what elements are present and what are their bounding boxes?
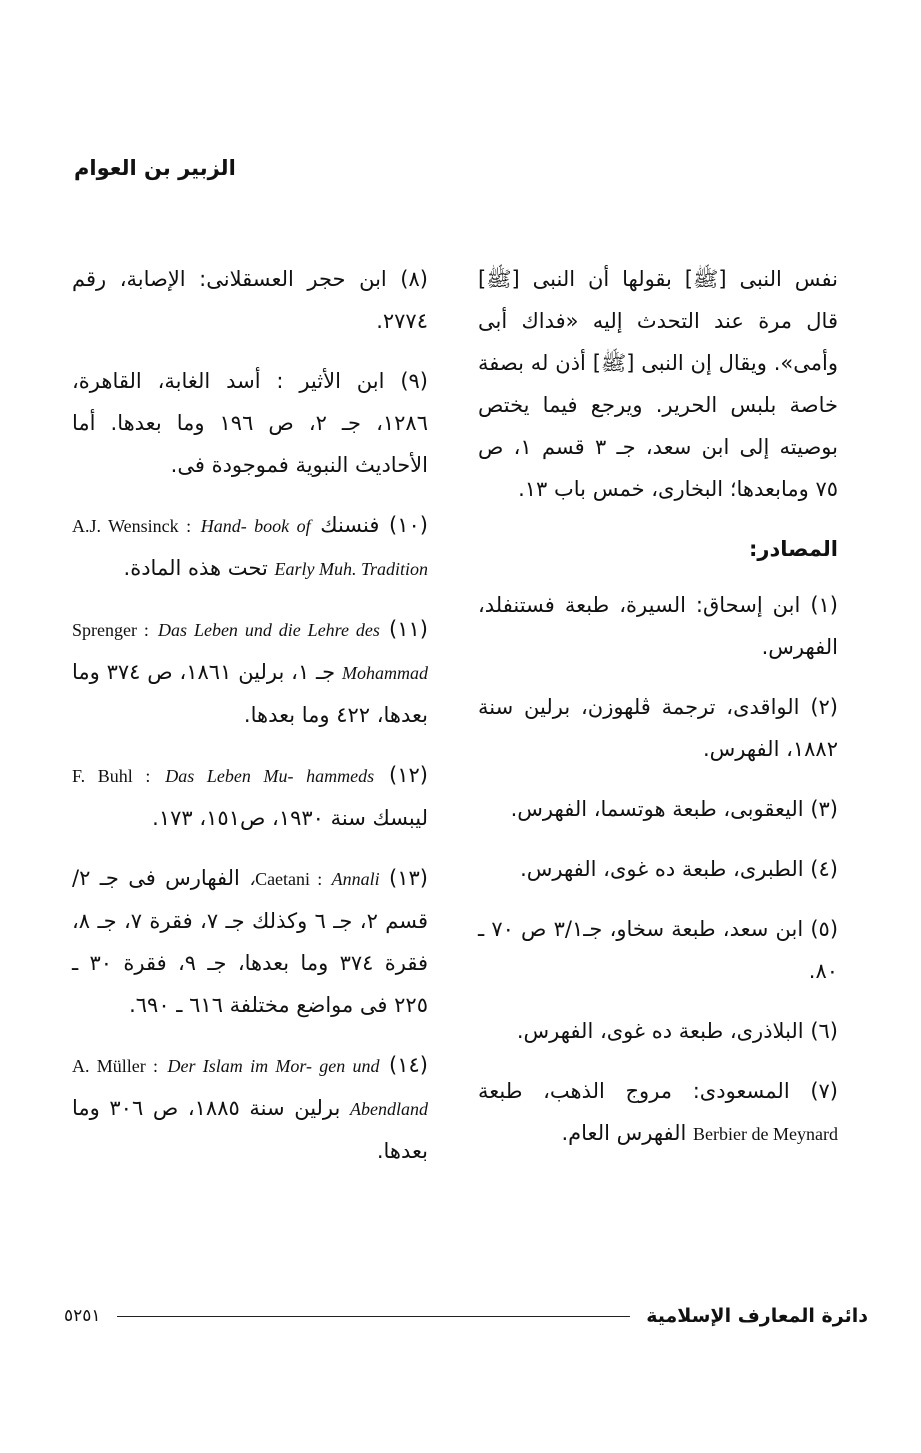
source-14-title: Der Islam im Mor- gen und Abendland xyxy=(167,1056,428,1119)
source-13-arabic-end: الفهارس فى جـ ٢/ قسم ٢، جـ ٦ وكذلك جـ ٧، فقرة ٧، جـ ٨، فقرة ٣٧٤ وما بعدها، جـ ٩، فقرة ٣٠ ـ ٢٢٥ فى مواضع مختلفة ٦١٦ ـ ٦٩٠. xyxy=(72,866,428,1017)
source-9: (٩) ابن الأثير : أسد الغابة، القاهرة، ١٢٨٦، جـ ٢، ص ١٩٦ وما بعدها. أما الأحاديث النبوية فموجودة فى. xyxy=(72,369,428,477)
footer-rule xyxy=(117,1316,631,1317)
footer-title: دائرة المعارف الإسلامية xyxy=(646,1305,868,1327)
source-6: (٦) البلاذرى، طبعة ده غوى، الفهرس. xyxy=(516,1019,838,1043)
source-12 xyxy=(72,754,428,839)
running-header: الزبير بن العوام xyxy=(74,156,236,180)
source-14-arabic-end: برلين سنة ١٨٨٥، ص ٣٠٦ وما بعدها. xyxy=(72,1096,428,1163)
source-1: (١) ابن إسحاق: السيرة، طبعة فستنفلد، الفهرس. xyxy=(478,593,838,659)
page-footer xyxy=(64,1296,868,1336)
source-12-title: Das Leben Mu- hammeds xyxy=(165,766,375,786)
source-14-arabic: (١٤) xyxy=(389,1053,428,1077)
source-10-arabic: (١٠) فنسنك xyxy=(320,513,428,537)
source-7-arabic-end: الفهرس العام. xyxy=(561,1121,687,1145)
source-13 xyxy=(72,857,428,1026)
source-5: (٥) ابن سعد، طبعة سخاو، جـ٣/١ ص ٧٠ ـ ٨٠. xyxy=(478,917,839,983)
source-12-arabic-end: ليبسك سنة ١٩٣٠، ص١٥١، ١٧٣. xyxy=(152,806,428,830)
source-8: (٨) ابن حجر العسقلانى: الإصابة، رقم ٢٧٧٤. xyxy=(72,267,428,333)
source-12-author: F. Buhl : xyxy=(72,766,151,786)
source-11-arabic: (١١) xyxy=(389,617,428,641)
body-paragraph: نفس النبى [ﷺ] بقولها أن النبى [ﷺ] قال مرة عند التحدث إليه «فداك أبى وأمى». ويقال إن النبى [ﷺ] أذن له بصفة خاصة بلبس الحرير. ويرجع فيما يختص بوصيته إلى ابن سعد، جـ ٣ قسم ١، ص ٧٥ ومابعدها؛ البخارى، خمس باب ١٣. xyxy=(478,267,838,501)
source-11-title: Das Leben und die Lehre des Mohammad xyxy=(158,620,428,683)
source-13-author: Caetani : xyxy=(255,869,323,889)
source-13-arabic: (١٣) xyxy=(389,866,428,890)
source-13-title: Annali، xyxy=(249,869,380,889)
source-2: (٢) الواقدى، ترجمة ڤلهوزن، برلين سنة ١٨٨٢، الفهرس. xyxy=(478,695,838,761)
source-7 xyxy=(478,1070,838,1155)
source-11 xyxy=(72,608,428,736)
source-11-arabic-end: جـ ١، برلين ١٨٦١، ص ٣٧٤ وما بعدها، ٤٢٢ وما بعدها. xyxy=(72,660,428,727)
source-7-latin: Berbier de Meynard xyxy=(693,1124,838,1144)
source-14-author: A. Müller : xyxy=(72,1056,159,1076)
source-10-title: Hand- book of Early Muh. Tradition xyxy=(200,516,428,579)
source-11-author: Sprenger : xyxy=(72,620,149,640)
source-10-author: A.J. Wensinck : xyxy=(72,516,192,536)
left-column xyxy=(72,258,428,1190)
source-4: (٤) الطبرى، طبعة ده غوى، الفهرس. xyxy=(520,857,838,881)
right-column xyxy=(478,258,838,1173)
source-14 xyxy=(72,1044,428,1172)
source-10 xyxy=(72,504,428,590)
source-3: (٣) اليعقوبى، طبعة هوتسما، الفهرس. xyxy=(510,797,838,821)
source-7-arabic: (٧) المسعودى: مروج الذهب، طبعة xyxy=(478,1079,838,1103)
page-number: ٥٢٥١ xyxy=(64,1306,101,1326)
source-12-arabic: (١٢) xyxy=(389,763,428,787)
source-10-arabic-end: تحت هذه المادة. xyxy=(123,556,268,580)
sources-heading: المصادر: xyxy=(748,537,838,561)
